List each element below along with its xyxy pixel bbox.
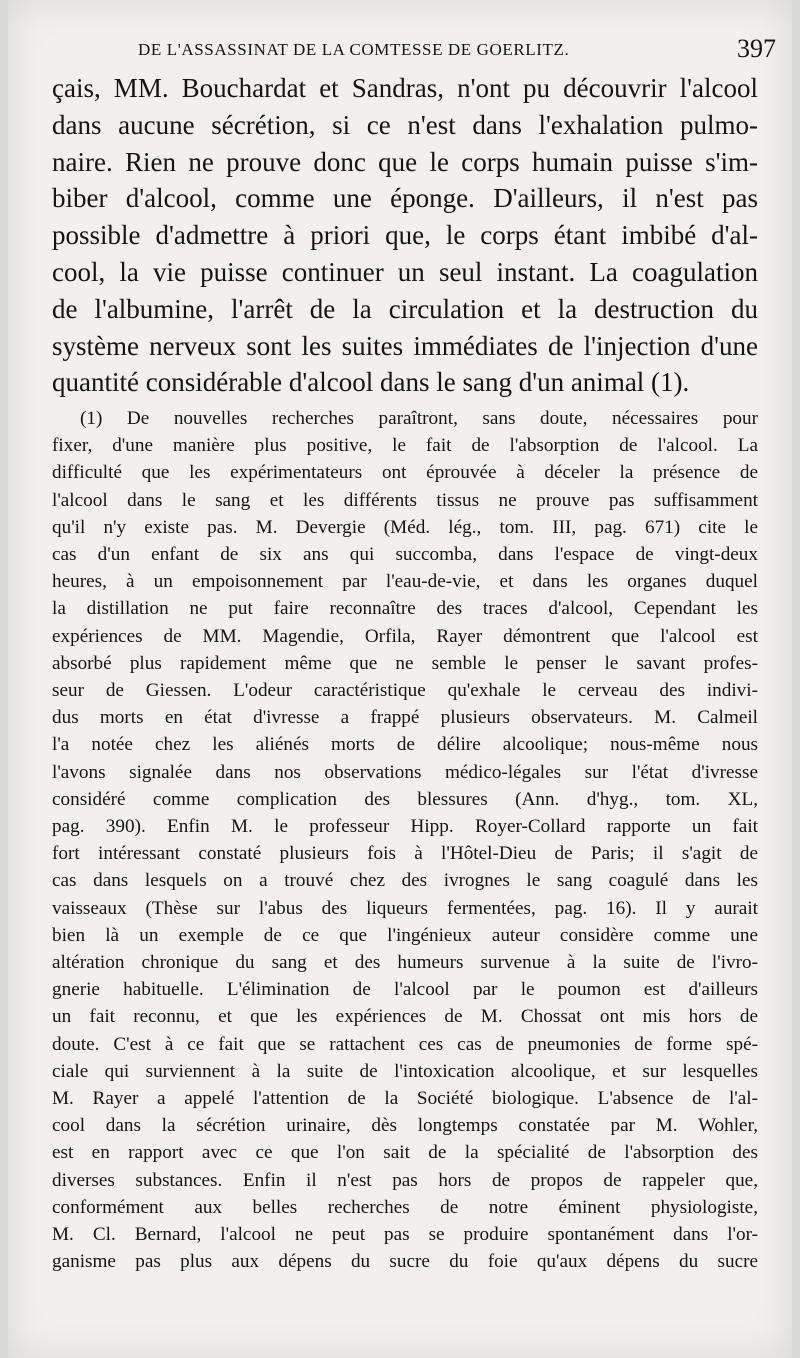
footnote-line: fixer, d'une manière plus positive, le fait de l'absorption de l'alcool. La bbox=[52, 435, 758, 457]
page-header bbox=[138, 34, 778, 66]
footnote-line: seur de Giessen. L'odeur caractéristique qu'exhale le cerveau des indivi- bbox=[52, 680, 758, 702]
body-line: possible d'admettre à priori que, le corps étant imbibé d'al- bbox=[52, 220, 758, 251]
footnote-line: cas d'un enfant de six ans qui succomba, dans l'espace de vingt-deux bbox=[52, 544, 758, 566]
body-line: quantité considérable d'alcool dans le sang d'un animal (1). bbox=[52, 367, 690, 398]
body-line: biber d'alcool, comme une éponge. D'ailleurs, il n'est pas bbox=[52, 183, 758, 214]
footnote-line: cool dans la sécrétion urinaire, dès longtemps constatée par M. Wohler, bbox=[52, 1115, 758, 1137]
footnote-line: considéré comme complication des blessures (Ann. d'hyg., tom. XL, bbox=[52, 788, 758, 810]
body-line: système nerveux sont les suites immédiates de l'injection d'une bbox=[52, 330, 758, 361]
footnote-line: un fait reconnu, et que les expériences de M. Chossat ont mis hors de bbox=[52, 1006, 758, 1028]
body-line: dans aucune sécrétion, si ce n'est dans l'exhalation pulmo- bbox=[52, 109, 758, 140]
body-line: naire. Rien ne prouve donc que le corps humain puisse s'im- bbox=[52, 146, 758, 177]
footnote-line: pag. 390). Enfin M. le professeur Hipp. Royer-Collard rapporte un fait bbox=[52, 816, 758, 838]
footnote-line: conformément aux belles recherches de notre éminent physiologiste, bbox=[52, 1196, 758, 1218]
footnote-line: (1) De nouvelles recherches paraîtront, sans doute, nécessaires pour bbox=[80, 408, 758, 429]
footnote bbox=[52, 405, 758, 1276]
footnote-line: gnerie habituelle. L'élimination de l'alcool par le poumon est d'ailleurs bbox=[52, 979, 758, 1001]
footnote-line: est en rapport avec ce que l'on sait de la spécialité de l'absorption des bbox=[52, 1142, 758, 1164]
footnote-line: dus morts en état d'ivresse a frappé plusieurs observateurs. M. Calmeil bbox=[52, 707, 758, 729]
footnote-line: la distillation ne put faire reconnaître des traces d'alcool, Cependant les bbox=[52, 598, 758, 620]
footnote-line: l'alcool dans le sang et les différents tissus ne prouve pas suffisamment bbox=[52, 489, 758, 511]
footnote-line: qu'il n'y existe pas. M. Devergie (Méd. lég., tom. III, pag. 671) cite le bbox=[52, 516, 758, 538]
body-line: de l'albumine, l'arrêt de la circulation et la destruction du bbox=[52, 293, 758, 324]
footnote-line: l'avons signalée dans nos observations médico-légales sur l'état d'ivresse bbox=[52, 761, 758, 783]
footnote-line: diverses substances. Enfin il n'est pas hors de propos de rappeler que, bbox=[52, 1169, 758, 1191]
footnote-line: heures, à un empoisonnement par l'eau-de-vie, et dans les organes duquel bbox=[52, 571, 758, 593]
body-line: cool, la vie puisse continuer un seul instant. La coagulation bbox=[52, 256, 758, 287]
footnote-line: absorbé plus rapidement même que ne semble le penser le savant profes- bbox=[52, 652, 758, 674]
running-head: DE L'ASSASSINAT DE LA COMTESSE DE GOERLITZ. bbox=[138, 40, 570, 59]
footnote-line: ciale qui surviennent à la suite de l'intoxication alcoolique, et sur lesquelles bbox=[52, 1060, 758, 1082]
footnote-line: expériences de MM. Magendie, Orfila, Rayer démontrent que l'alcool est bbox=[52, 625, 758, 647]
body-line: çais, MM. Bouchardat et Sandras, n'ont pu découvrir l'alcool bbox=[52, 73, 758, 103]
footnote-line: ganisme pas plus aux dépens du sucre du foie qu'aux dépens du sucre bbox=[52, 1251, 758, 1273]
book-page bbox=[8, 0, 792, 1358]
footnote-line: l'a notée chez les aliénés morts de délire alcoolique; nous-même nous bbox=[52, 734, 758, 756]
footnote-line: doute. C'est à ce fait que se rattachent ces cas de pneumonies de forme spé- bbox=[52, 1033, 758, 1055]
footnote-line: altération chronique du sang et des humeurs survenue à la suite de l'ivro- bbox=[52, 952, 758, 974]
footnote-line: M. Cl. Bernard, l'alcool ne peut pas se produire spontanément dans l'or- bbox=[52, 1224, 758, 1246]
main-text bbox=[52, 70, 758, 401]
footnote-line: cas dans lesquels on a trouvé chez des ivrognes le sang coagulé dans les bbox=[52, 870, 758, 892]
page-number: 397 bbox=[737, 34, 776, 63]
footnote-line: M. Rayer a appelé l'attention de la Société biologique. L'absence de l'al- bbox=[52, 1088, 758, 1110]
footnote-line: fort intéressant constaté plusieurs fois à l'Hôtel-Dieu de Paris; il s'agit de bbox=[52, 843, 758, 865]
footnote-line: bien là un exemple de ce que l'ingénieux auteur considère comme une bbox=[52, 924, 758, 946]
footnote-line: difficulté que les expérimentateurs ont éprouvée à déceler la présence de bbox=[52, 462, 758, 484]
footnote-line: vaisseaux (Thèse sur l'abus des liqueurs fermentées, pag. 16). Il y aurait bbox=[52, 897, 758, 919]
